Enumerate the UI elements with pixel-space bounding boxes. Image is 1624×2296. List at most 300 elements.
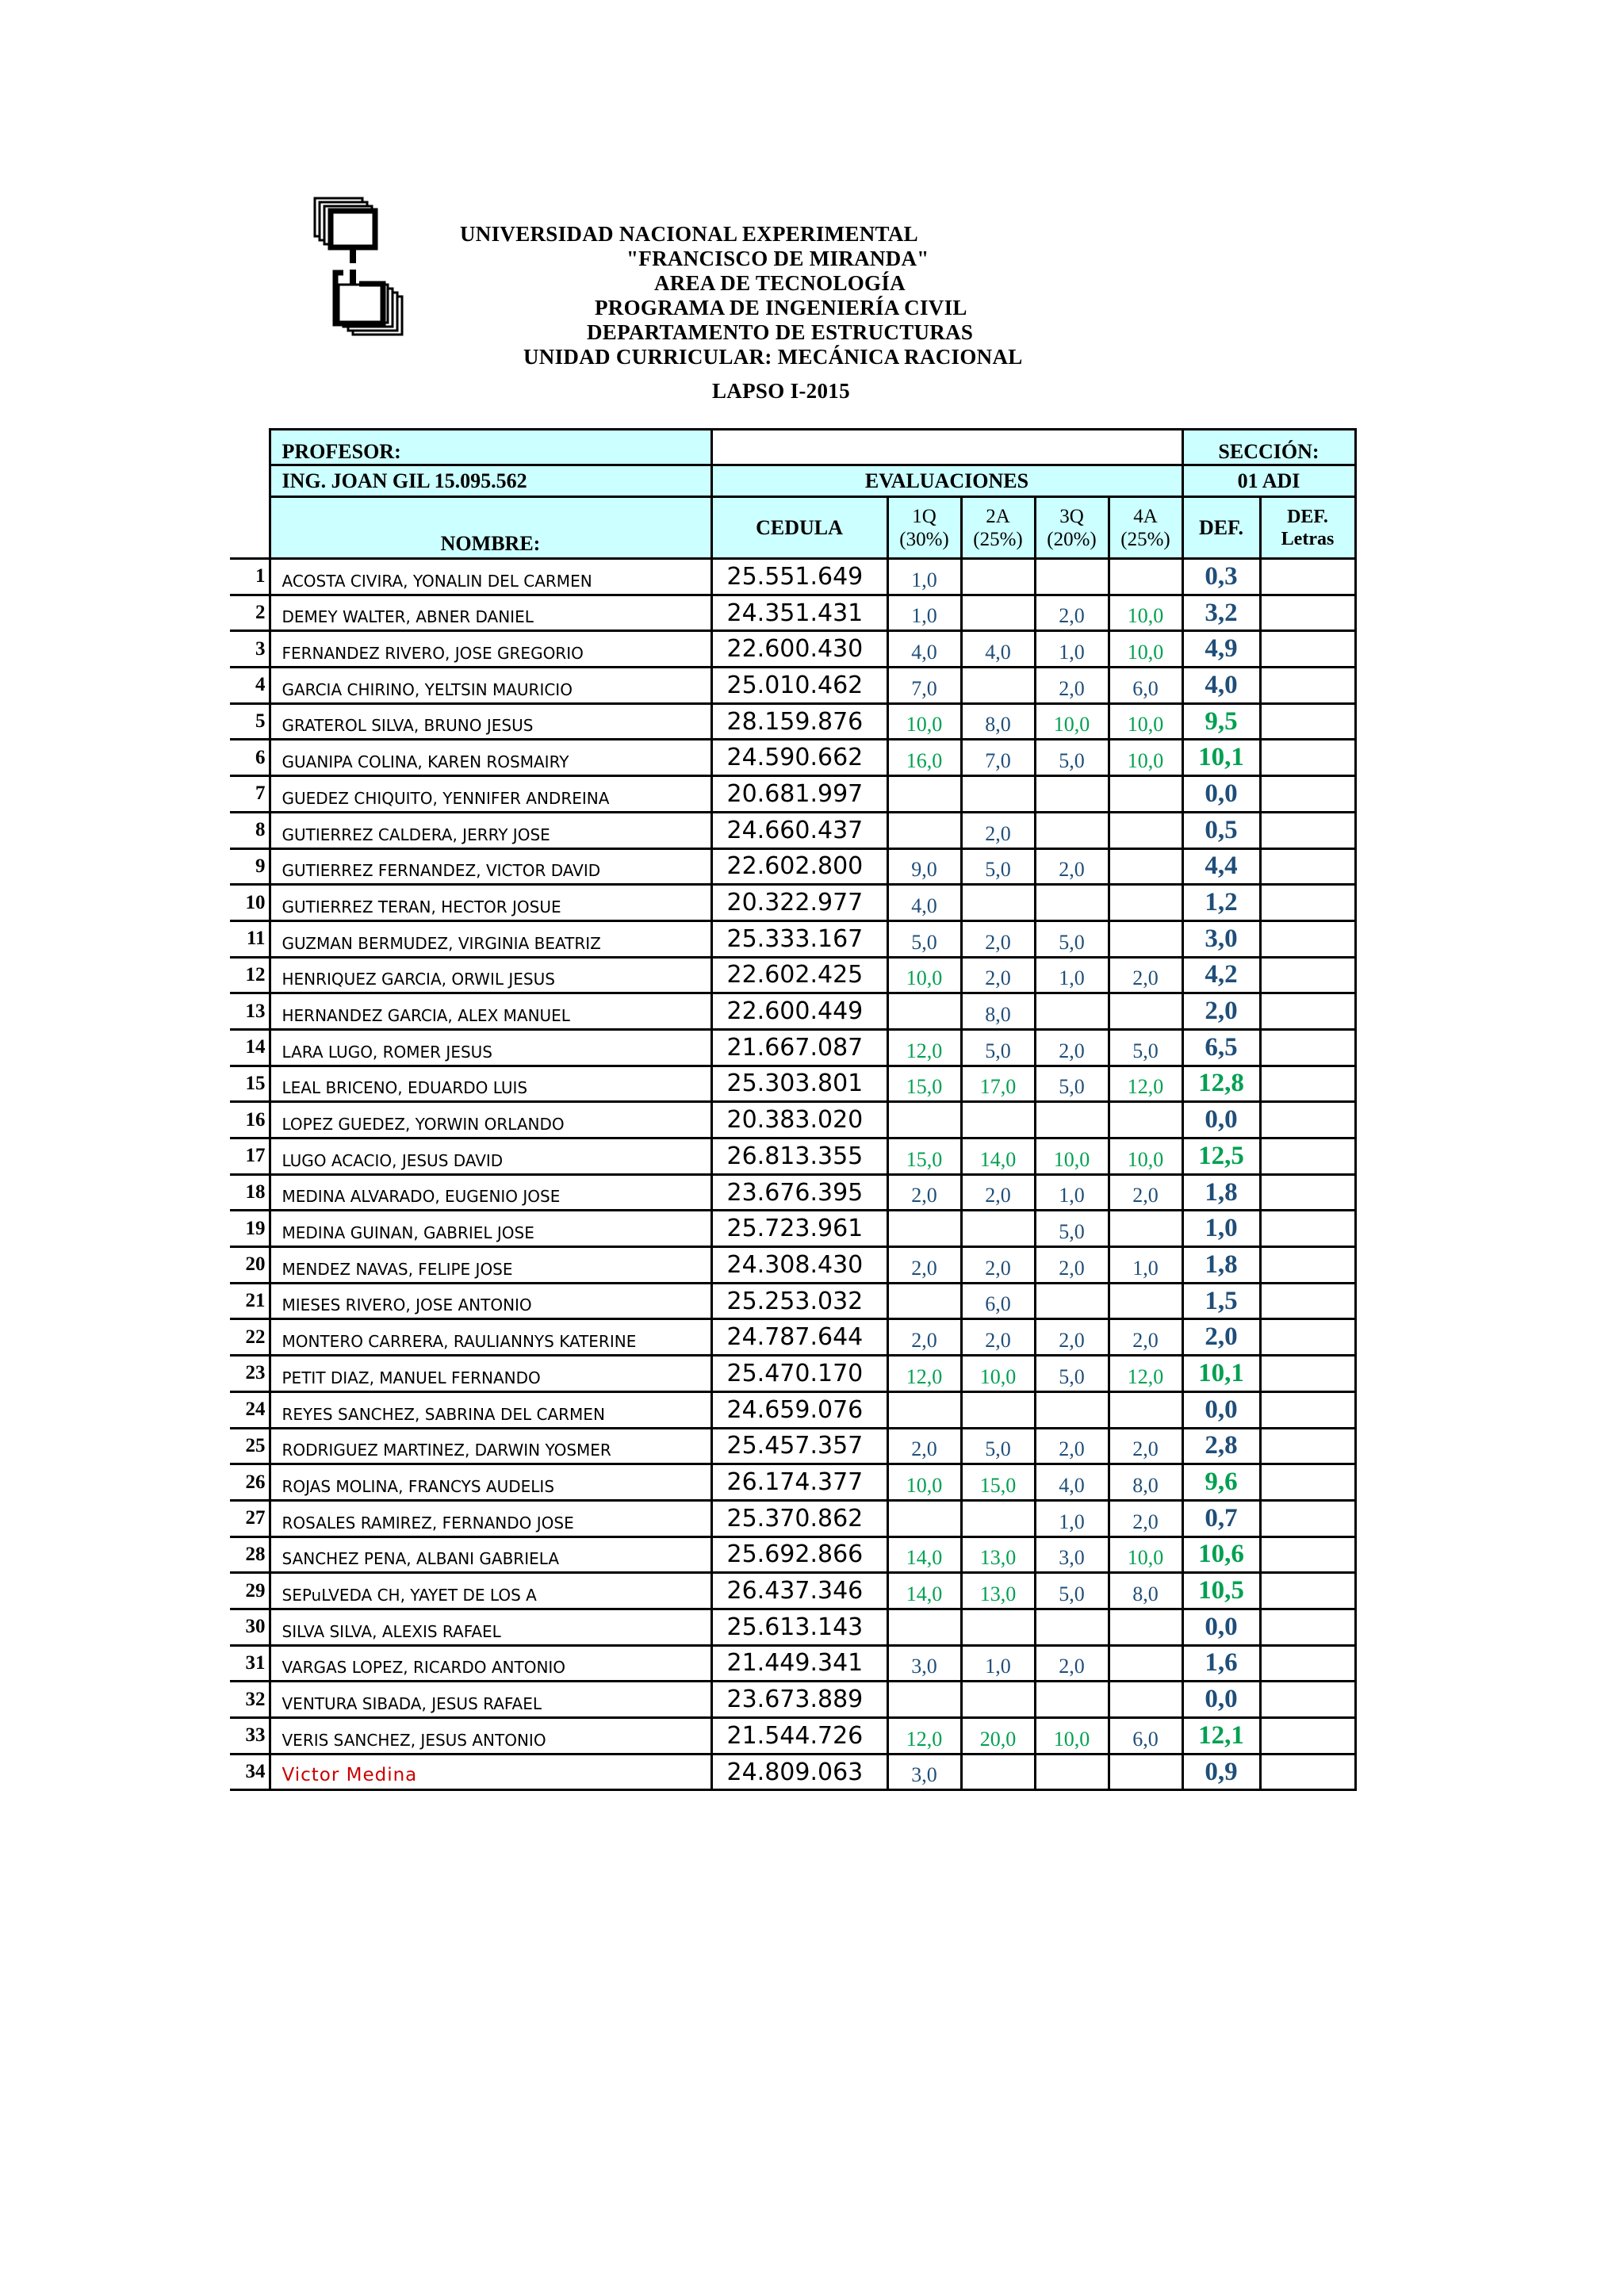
eval-score-2a: 2,0 <box>961 920 1035 957</box>
eval-score-2a: 17,0 <box>961 1066 1035 1102</box>
eval-score-2a: 2,0 <box>961 812 1035 848</box>
eval-score-1q <box>887 1211 961 1247</box>
eval-score-3q: 5,0 <box>1035 1211 1109 1247</box>
student-name: LUGO ACACIO, JESUS DAVID <box>270 1138 711 1175</box>
eval-score-1q: 16,0 <box>887 740 961 776</box>
eval-score-1q: 2,0 <box>887 1319 961 1356</box>
row-number: 1 <box>230 559 270 595</box>
eval-score-3q: 1,0 <box>1035 1500 1109 1536</box>
final-grade-letters <box>1260 1138 1355 1175</box>
student-cedula: 20.322.977 <box>711 885 887 921</box>
final-grade: 2,0 <box>1182 1319 1260 1356</box>
final-grade: 9,5 <box>1182 703 1260 740</box>
row-number: 24 <box>230 1391 270 1428</box>
eval-score-1q: 12,0 <box>887 1718 961 1755</box>
eval-score-1q: 14,0 <box>887 1536 961 1573</box>
eval-score-2a: 13,0 <box>961 1573 1035 1609</box>
eval-score-2a <box>961 1211 1035 1247</box>
final-grade-letters <box>1260 1718 1355 1755</box>
eval-score-3q: 5,0 <box>1035 920 1109 957</box>
eval-score-3q: 5,0 <box>1035 1356 1109 1392</box>
eval-score-2a: 5,0 <box>961 848 1035 885</box>
student-name: VARGAS LOPEZ, RICARDO ANTONIO <box>270 1645 711 1682</box>
eval-score-4a: 1,0 <box>1109 1247 1182 1284</box>
eval-score-1q: 2,0 <box>887 1247 961 1284</box>
profesor-name: ING. JOAN GIL 15.095.562 <box>270 465 711 497</box>
eval-score-2a <box>961 885 1035 921</box>
student-name: MIESES RIVERO, JOSE ANTONIO <box>270 1283 711 1319</box>
final-grade-letters <box>1260 957 1355 993</box>
table-row <box>230 1356 1355 1392</box>
student-cedula: 21.449.341 <box>711 1645 887 1682</box>
def-letras-label: DEF. Letras <box>1260 497 1355 559</box>
student-cedula: 24.308.430 <box>711 1247 887 1284</box>
student-name: LOPEZ GUEDEZ, YORWIN ORLANDO <box>270 1102 711 1138</box>
final-grade-letters <box>1260 668 1355 704</box>
eval-score-3q: 2,0 <box>1035 1319 1109 1356</box>
table-row <box>230 1573 1355 1609</box>
row-number: 16 <box>230 1102 270 1138</box>
eval-score-4a: 5,0 <box>1109 1029 1182 1066</box>
table-row <box>230 1682 1355 1718</box>
row-number: 7 <box>230 776 270 813</box>
eval-score-4a: 12,0 <box>1109 1356 1182 1392</box>
row-number: 19 <box>230 1211 270 1247</box>
eval-score-3q: 2,0 <box>1035 1645 1109 1682</box>
eval-score-4a: 2,0 <box>1109 957 1182 993</box>
eval-score-4a <box>1109 848 1182 885</box>
final-grade-letters <box>1260 1102 1355 1138</box>
final-grade-letters <box>1260 1174 1355 1211</box>
eval-score-2a: 13,0 <box>961 1536 1035 1573</box>
final-grade: 0,7 <box>1182 1500 1260 1536</box>
eval-score-4a: 10,0 <box>1109 740 1182 776</box>
final-grade: 10,5 <box>1182 1573 1260 1609</box>
eval-score-4a <box>1109 1754 1182 1790</box>
final-grade: 0,0 <box>1182 1609 1260 1645</box>
eval-score-1q: 4,0 <box>887 631 961 668</box>
student-name: GUTIERREZ CALDERA, JERRY JOSE <box>270 812 711 848</box>
row-number: 13 <box>230 993 270 1030</box>
student-name: GUEDEZ CHIQUITO, YENNIFER ANDREINA <box>270 776 711 813</box>
eval-score-2a: 5,0 <box>961 1029 1035 1066</box>
table-row <box>230 812 1355 848</box>
eval-score-2a <box>961 1500 1035 1536</box>
student-name: Victor Medina <box>270 1754 711 1790</box>
eval-score-4a <box>1109 812 1182 848</box>
grades-table <box>230 428 1357 1791</box>
student-cedula: 23.676.395 <box>711 1174 887 1211</box>
eval-score-4a <box>1109 1682 1182 1718</box>
table-row <box>230 1609 1355 1645</box>
student-cedula: 25.370.862 <box>711 1500 887 1536</box>
final-grade-letters <box>1260 740 1355 776</box>
row-number: 11 <box>230 920 270 957</box>
row-number: 10 <box>230 885 270 921</box>
final-grade: 2,8 <box>1182 1428 1260 1464</box>
eval-score-4a: 2,0 <box>1109 1319 1182 1356</box>
header-line-course: UNIDAD CURRICULAR: MECÁNICA RACIONAL <box>523 345 1023 369</box>
eval-score-1q <box>887 1391 961 1428</box>
student-name: ACOSTA CIVIRA, YONALIN DEL CARMEN <box>270 559 711 595</box>
final-grade: 0,0 <box>1182 776 1260 813</box>
student-cedula: 25.010.462 <box>711 668 887 704</box>
eval-score-3q: 5,0 <box>1035 740 1109 776</box>
eval-col-4a: 4A (25%) <box>1109 497 1182 559</box>
row-number: 23 <box>230 1356 270 1392</box>
final-grade: 9,6 <box>1182 1464 1260 1501</box>
row-number: 9 <box>230 848 270 885</box>
table-row <box>230 1319 1355 1356</box>
eval-score-1q <box>887 1283 961 1319</box>
table-row <box>230 1718 1355 1755</box>
row-number: 25 <box>230 1428 270 1464</box>
eval-score-1q <box>887 1682 961 1718</box>
eval-score-1q: 3,0 <box>887 1754 961 1790</box>
eval-score-3q: 4,0 <box>1035 1464 1109 1501</box>
table-row <box>230 668 1355 704</box>
student-cedula: 21.544.726 <box>711 1718 887 1755</box>
eval-score-4a <box>1109 885 1182 921</box>
final-grade-letters <box>1260 1754 1355 1790</box>
eval-score-2a: 2,0 <box>961 1247 1035 1284</box>
student-name: MEDINA ALVARADO, EUGENIO JOSE <box>270 1174 711 1211</box>
eval-score-3q: 2,0 <box>1035 848 1109 885</box>
final-grade-letters <box>1260 1500 1355 1536</box>
eval-score-1q <box>887 1102 961 1138</box>
eval-score-4a <box>1109 920 1182 957</box>
row-number: 28 <box>230 1536 270 1573</box>
final-grade-letters <box>1260 1536 1355 1573</box>
row-number: 14 <box>230 1029 270 1066</box>
row-number: 20 <box>230 1247 270 1284</box>
eval-score-2a: 2,0 <box>961 1174 1035 1211</box>
final-grade-letters <box>1260 1066 1355 1102</box>
eval-score-1q: 15,0 <box>887 1138 961 1175</box>
table-row <box>230 703 1355 740</box>
student-name: VENTURA SIBADA, JESUS RAFAEL <box>270 1682 711 1718</box>
row-number: 12 <box>230 957 270 993</box>
student-name: DEMEY WALTER, ABNER DANIEL <box>270 595 711 631</box>
eval-score-2a <box>961 1391 1035 1428</box>
header-line-term: LAPSO I-2015 <box>712 379 850 403</box>
student-name: SANCHEZ PENA, ALBANI GABRIELA <box>270 1536 711 1573</box>
student-name: REYES SANCHEZ, SABRINA DEL CARMEN <box>270 1391 711 1428</box>
eval-score-4a: 2,0 <box>1109 1500 1182 1536</box>
eval-score-2a <box>961 595 1035 631</box>
final-grade-letters <box>1260 1283 1355 1319</box>
table-row <box>230 740 1355 776</box>
final-grade-letters <box>1260 1247 1355 1284</box>
header-line-university: UNIVERSIDAD NACIONAL EXPERIMENTAL <box>460 222 918 246</box>
student-cedula: 24.660.437 <box>711 812 887 848</box>
table-row <box>230 1029 1355 1066</box>
student-name: MEDINA GUINAN, GABRIEL JOSE <box>270 1211 711 1247</box>
eval-score-1q <box>887 993 961 1030</box>
table-row <box>230 920 1355 957</box>
student-name: GRATEROL SILVA, BRUNO JESUS <box>270 703 711 740</box>
student-cedula: 24.787.644 <box>711 1319 887 1356</box>
eval-score-4a: 10,0 <box>1109 1536 1182 1573</box>
final-grade: 10,1 <box>1182 740 1260 776</box>
row-number: 30 <box>230 1609 270 1645</box>
row-number: 8 <box>230 812 270 848</box>
eval-score-1q: 2,0 <box>887 1428 961 1464</box>
student-name: GUTIERREZ FERNANDEZ, VICTOR DAVID <box>270 848 711 885</box>
eval-score-4a: 12,0 <box>1109 1066 1182 1102</box>
eval-score-3q: 2,0 <box>1035 595 1109 631</box>
student-name: LARA LUGO, ROMER JESUS <box>270 1029 711 1066</box>
final-grade: 3,0 <box>1182 920 1260 957</box>
eval-score-4a <box>1109 993 1182 1030</box>
eval-col-1q: 1Q (30%) <box>887 497 961 559</box>
eval-score-4a: 8,0 <box>1109 1573 1182 1609</box>
row-number: 27 <box>230 1500 270 1536</box>
final-grade: 0,0 <box>1182 1682 1260 1718</box>
eval-col-2a: 2A (25%) <box>961 497 1035 559</box>
table-row <box>230 559 1355 595</box>
final-grade-letters <box>1260 631 1355 668</box>
eval-score-4a <box>1109 1391 1182 1428</box>
row-number: 17 <box>230 1138 270 1175</box>
eval-score-3q: 2,0 <box>1035 1247 1109 1284</box>
final-grade-letters <box>1260 885 1355 921</box>
final-grade: 3,2 <box>1182 595 1260 631</box>
final-grade: 0,9 <box>1182 1754 1260 1790</box>
table-row <box>230 993 1355 1030</box>
eval-score-2a: 4,0 <box>961 631 1035 668</box>
final-grade-letters <box>1260 1391 1355 1428</box>
student-cedula: 20.383.020 <box>711 1102 887 1138</box>
eval-score-1q: 10,0 <box>887 957 961 993</box>
final-grade-letters <box>1260 1211 1355 1247</box>
row-number: 4 <box>230 668 270 704</box>
student-name: MONTERO CARRERA, RAULIANNYS KATERINE <box>270 1319 711 1356</box>
final-grade-letters <box>1260 1029 1355 1066</box>
student-name: MENDEZ NAVAS, FELIPE JOSE <box>270 1247 711 1284</box>
table-row <box>230 1428 1355 1464</box>
row-number: 18 <box>230 1174 270 1211</box>
university-logo <box>313 197 408 339</box>
eval-score-4a: 8,0 <box>1109 1464 1182 1501</box>
student-cedula: 24.351.431 <box>711 595 887 631</box>
header-line-program: PROGRAMA DE INGENIERÍA CIVIL <box>595 296 967 320</box>
eval-score-2a: 10,0 <box>961 1356 1035 1392</box>
eval-score-2a <box>961 1754 1035 1790</box>
eval-score-4a: 2,0 <box>1109 1174 1182 1211</box>
student-cedula: 26.437.346 <box>711 1573 887 1609</box>
final-grade-letters <box>1260 1428 1355 1464</box>
student-name: SILVA SILVA, ALEXIS RAFAEL <box>270 1609 711 1645</box>
final-grade-letters <box>1260 1319 1355 1356</box>
row-number: 32 <box>230 1682 270 1718</box>
eval-score-4a <box>1109 1283 1182 1319</box>
table-row <box>230 1174 1355 1211</box>
student-name: GARCIA CHIRINO, YELTSIN MAURICIO <box>270 668 711 704</box>
def-label: DEF. <box>1182 497 1260 559</box>
nombre-label: NOMBRE: <box>270 497 711 559</box>
eval-score-1q <box>887 1500 961 1536</box>
eval-score-1q: 4,0 <box>887 885 961 921</box>
eval-score-4a: 10,0 <box>1109 631 1182 668</box>
eval-score-3q: 10,0 <box>1035 1718 1109 1755</box>
eval-score-3q <box>1035 885 1109 921</box>
eval-score-1q: 12,0 <box>887 1029 961 1066</box>
table-row <box>230 1500 1355 1536</box>
eval-score-1q: 1,0 <box>887 559 961 595</box>
student-cedula: 25.723.961 <box>711 1211 887 1247</box>
eval-score-3q: 2,0 <box>1035 668 1109 704</box>
final-grade-letters <box>1260 1682 1355 1718</box>
eval-score-2a <box>961 559 1035 595</box>
table-row <box>230 848 1355 885</box>
eval-score-3q <box>1035 993 1109 1030</box>
final-grade-letters <box>1260 559 1355 595</box>
student-name: ROJAS MOLINA, FRANCYS AUDELIS <box>270 1464 711 1501</box>
student-name: ROSALES RAMIREZ, FERNANDO JOSE <box>270 1500 711 1536</box>
student-cedula: 23.673.889 <box>711 1682 887 1718</box>
eval-score-3q <box>1035 559 1109 595</box>
final-grade: 10,6 <box>1182 1536 1260 1573</box>
eval-score-3q: 3,0 <box>1035 1536 1109 1573</box>
student-cedula: 22.600.430 <box>711 631 887 668</box>
table-row <box>230 1464 1355 1501</box>
profesor-label: PROFESOR: <box>270 430 711 465</box>
student-name: PETIT DIAZ, MANUEL FERNANDO <box>270 1356 711 1392</box>
row-number: 3 <box>230 631 270 668</box>
final-grade: 1,2 <box>1182 885 1260 921</box>
eval-score-3q <box>1035 1283 1109 1319</box>
final-grade: 4,2 <box>1182 957 1260 993</box>
eval-score-1q: 14,0 <box>887 1573 961 1609</box>
eval-score-3q: 1,0 <box>1035 957 1109 993</box>
table-row <box>230 1536 1355 1573</box>
row-number: 15 <box>230 1066 270 1102</box>
eval-score-1q <box>887 776 961 813</box>
eval-score-3q: 10,0 <box>1035 703 1109 740</box>
eval-score-1q: 3,0 <box>887 1645 961 1682</box>
seccion-label: SECCIÓN: <box>1182 430 1355 465</box>
student-name: FERNANDEZ RIVERO, JOSE GREGORIO <box>270 631 711 668</box>
final-grade: 1,8 <box>1182 1247 1260 1284</box>
student-cedula: 25.470.170 <box>711 1356 887 1392</box>
student-cedula: 25.303.801 <box>711 1066 887 1102</box>
eval-score-3q: 5,0 <box>1035 1066 1109 1102</box>
eval-score-4a <box>1109 1102 1182 1138</box>
student-cedula: 24.590.662 <box>711 740 887 776</box>
eval-score-2a: 2,0 <box>961 957 1035 993</box>
header-line-name: "FRANCISCO DE MIRANDA" <box>626 247 929 270</box>
eval-score-2a: 15,0 <box>961 1464 1035 1501</box>
final-grade: 0,0 <box>1182 1102 1260 1138</box>
final-grade: 12,8 <box>1182 1066 1260 1102</box>
eval-score-2a <box>961 668 1035 704</box>
eval-score-3q <box>1035 1754 1109 1790</box>
eval-score-2a <box>961 1682 1035 1718</box>
student-name: GUANIPA COLINA, KAREN ROSMAIRY <box>270 740 711 776</box>
row-number: 26 <box>230 1464 270 1501</box>
eval-score-1q: 10,0 <box>887 703 961 740</box>
eval-score-4a <box>1109 559 1182 595</box>
eval-score-3q: 2,0 <box>1035 1029 1109 1066</box>
student-cedula: 20.681.997 <box>711 776 887 813</box>
student-name: HERNANDEZ GARCIA, ALEX MANUEL <box>270 993 711 1030</box>
final-grade: 6,5 <box>1182 1029 1260 1066</box>
eval-score-4a: 10,0 <box>1109 703 1182 740</box>
final-grade: 4,0 <box>1182 668 1260 704</box>
final-grade-letters <box>1260 703 1355 740</box>
table-row <box>230 1247 1355 1284</box>
evaluaciones-label: EVALUACIONES <box>711 465 1182 497</box>
eval-score-3q <box>1035 776 1109 813</box>
final-grade: 0,5 <box>1182 812 1260 848</box>
final-grade-letters <box>1260 1645 1355 1682</box>
final-grade-letters <box>1260 1609 1355 1645</box>
table-row <box>230 1102 1355 1138</box>
final-grade-letters <box>1260 776 1355 813</box>
final-grade: 1,5 <box>1182 1283 1260 1319</box>
final-grade: 12,5 <box>1182 1138 1260 1175</box>
eval-score-1q: 1,0 <box>887 595 961 631</box>
eval-score-2a <box>961 776 1035 813</box>
student-cedula: 25.333.167 <box>711 920 887 957</box>
seccion-value: 01 ADI <box>1182 465 1355 497</box>
final-grade: 1,0 <box>1182 1211 1260 1247</box>
final-grade: 1,6 <box>1182 1645 1260 1682</box>
student-cedula: 25.551.649 <box>711 559 887 595</box>
eval-score-2a: 1,0 <box>961 1645 1035 1682</box>
final-grade-letters <box>1260 595 1355 631</box>
student-cedula: 24.809.063 <box>711 1754 887 1790</box>
eval-score-3q <box>1035 1102 1109 1138</box>
eval-score-2a <box>961 1102 1035 1138</box>
final-grade: 0,0 <box>1182 1391 1260 1428</box>
eval-score-3q <box>1035 1609 1109 1645</box>
eval-score-2a: 14,0 <box>961 1138 1035 1175</box>
table-row <box>230 1754 1355 1790</box>
row-number: 22 <box>230 1319 270 1356</box>
eval-score-1q <box>887 1609 961 1645</box>
final-grade-letters <box>1260 1573 1355 1609</box>
final-grade-letters <box>1260 1356 1355 1392</box>
row-number: 33 <box>230 1718 270 1755</box>
header-line-area: AREA DE TECNOLOGÍA <box>654 271 906 295</box>
eval-score-3q <box>1035 812 1109 848</box>
eval-score-2a <box>961 1609 1035 1645</box>
final-grade: 10,1 <box>1182 1356 1260 1392</box>
eval-score-4a <box>1109 776 1182 813</box>
final-grade: 0,3 <box>1182 559 1260 595</box>
eval-score-3q: 5,0 <box>1035 1573 1109 1609</box>
final-grade-letters <box>1260 920 1355 957</box>
eval-score-1q: 2,0 <box>887 1174 961 1211</box>
final-grade-letters <box>1260 1464 1355 1501</box>
eval-score-4a: 10,0 <box>1109 1138 1182 1175</box>
eval-score-2a: 20,0 <box>961 1718 1035 1755</box>
student-cedula: 26.174.377 <box>711 1464 887 1501</box>
table-row <box>230 957 1355 993</box>
table-row <box>230 1211 1355 1247</box>
eval-score-2a: 7,0 <box>961 740 1035 776</box>
student-cedula: 25.613.143 <box>711 1609 887 1645</box>
student-name: HENRIQUEZ GARCIA, ORWIL JESUS <box>270 957 711 993</box>
final-grade: 2,0 <box>1182 993 1260 1030</box>
eval-score-4a: 6,0 <box>1109 668 1182 704</box>
row-number: 6 <box>230 740 270 776</box>
eval-score-2a: 8,0 <box>961 993 1035 1030</box>
eval-score-4a: 2,0 <box>1109 1428 1182 1464</box>
final-grade-letters <box>1260 812 1355 848</box>
